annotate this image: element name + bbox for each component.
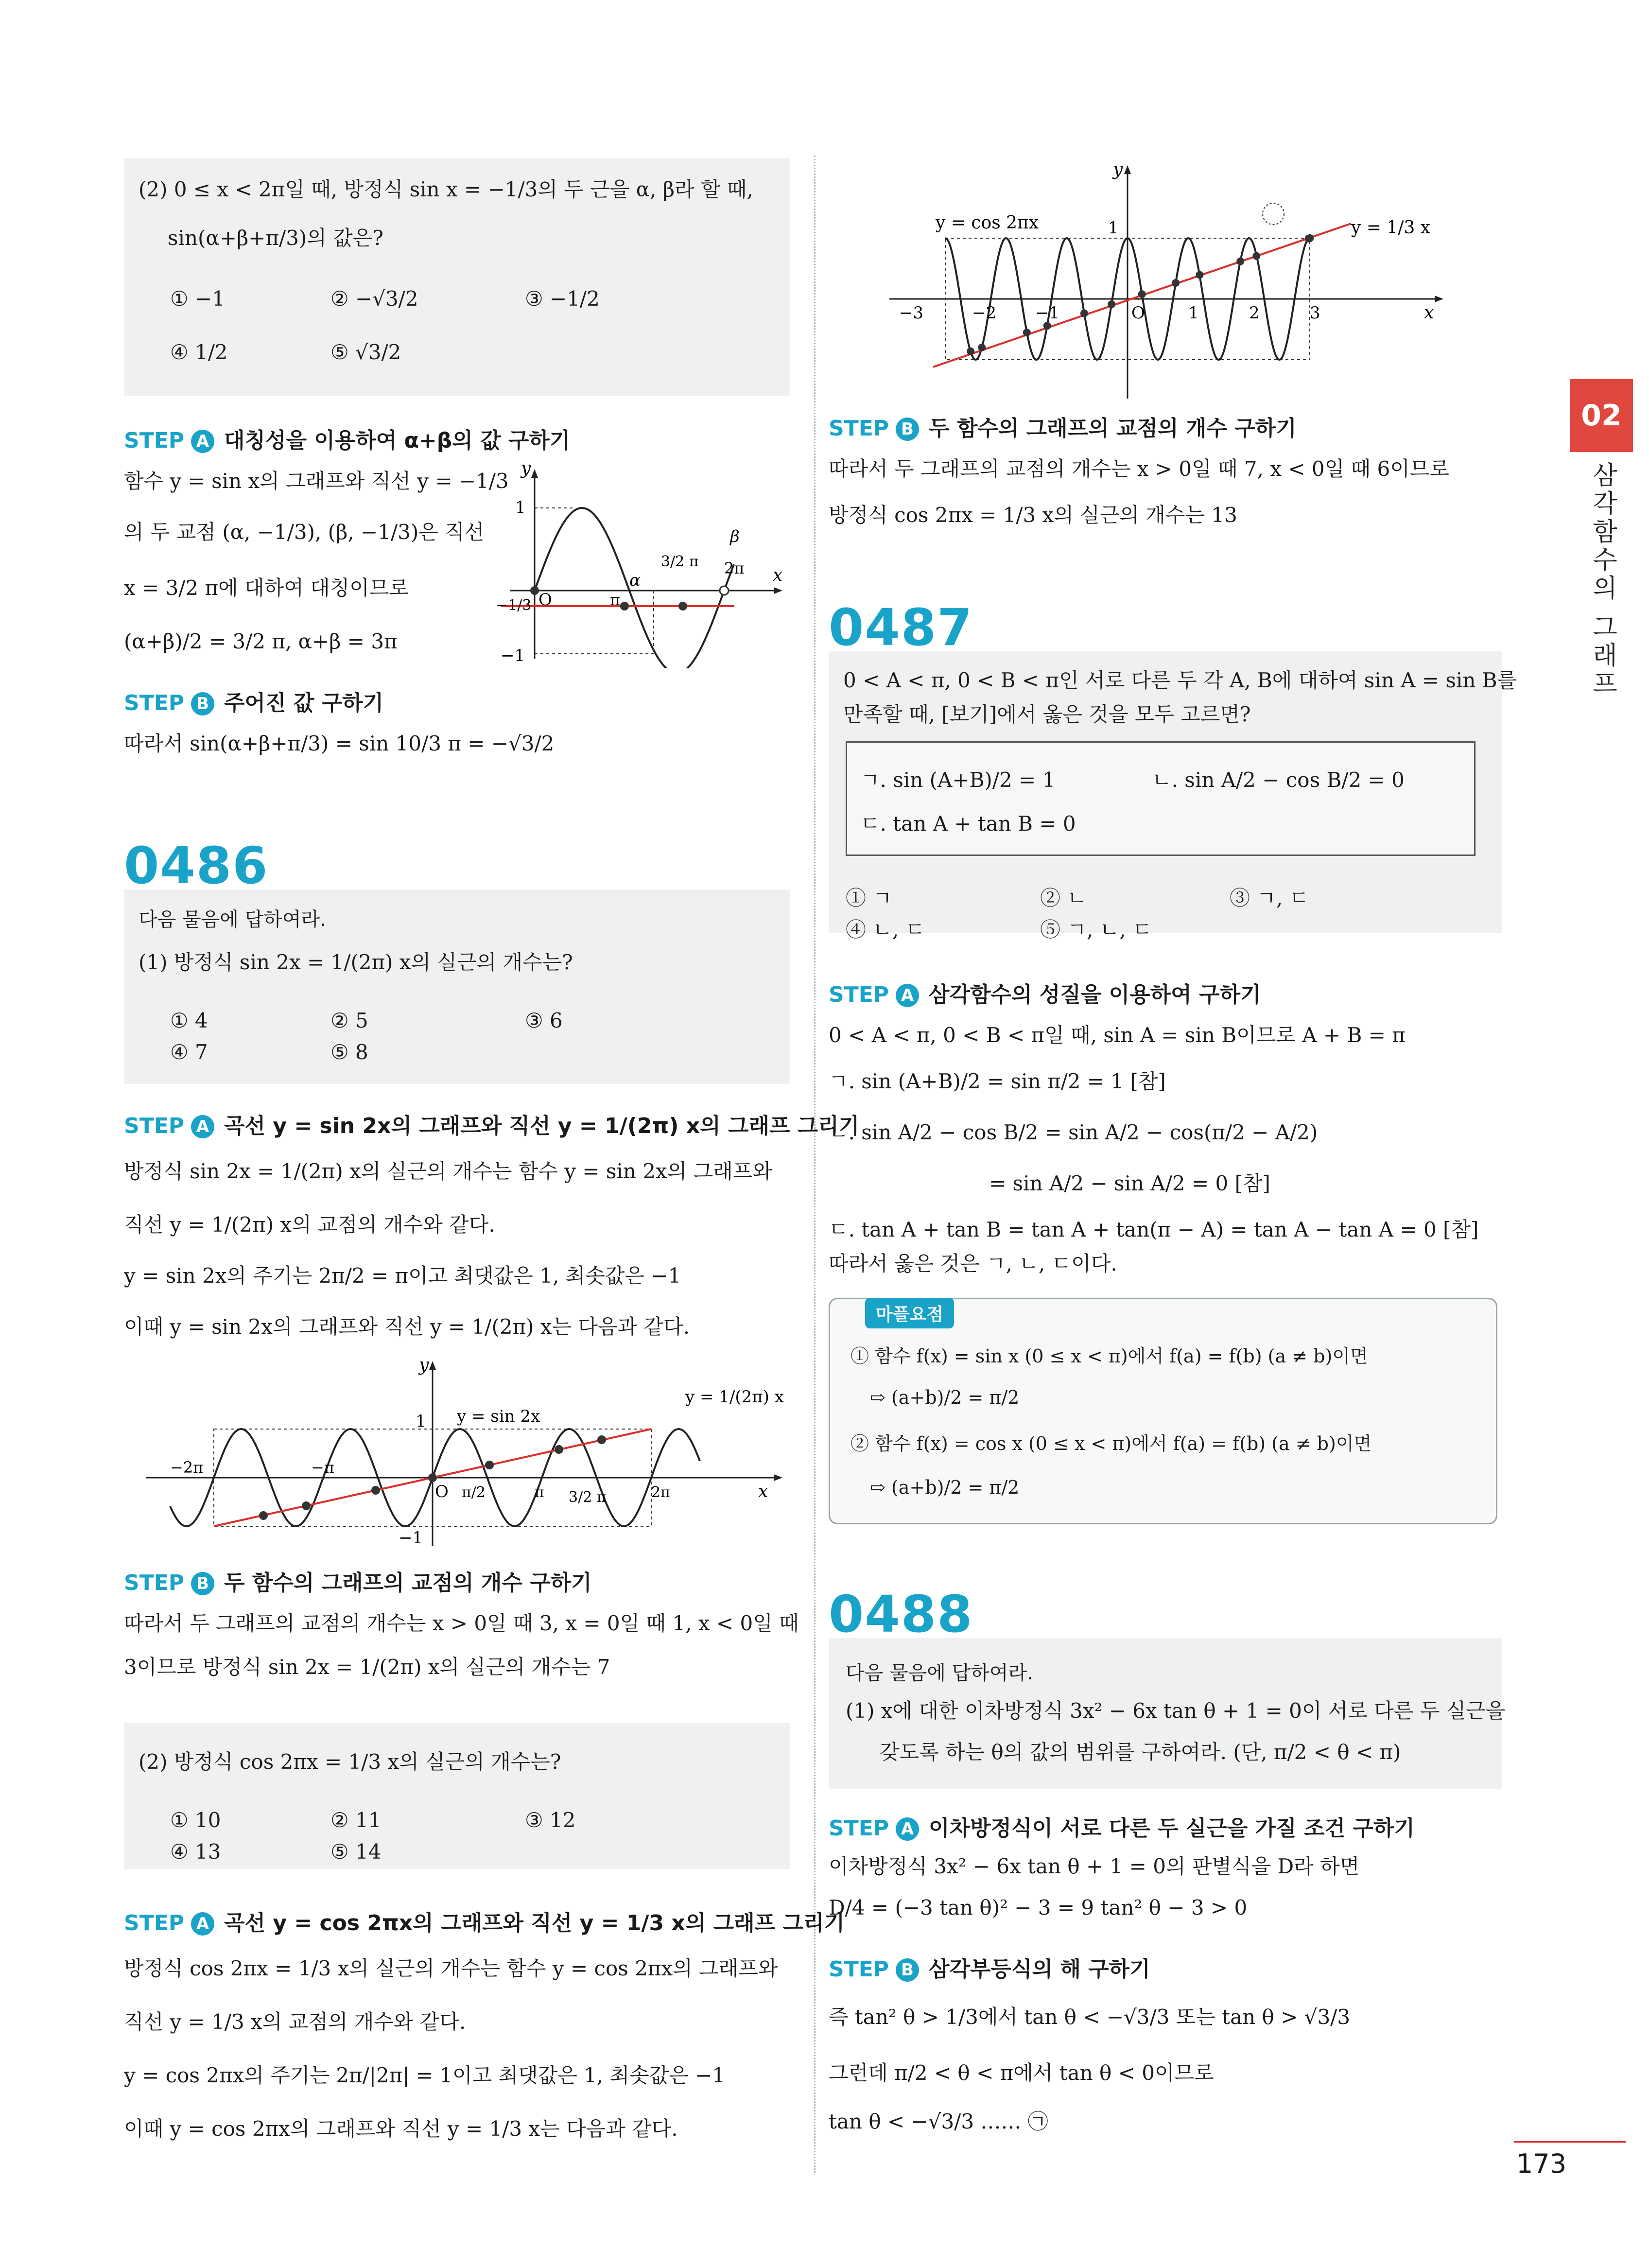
option: ③ 12	[525, 1808, 576, 1832]
option: ④ 1/2	[170, 340, 228, 364]
tick-label: 3/2 π	[661, 553, 699, 570]
question-text: 갖도록 하는 θ의 값의 범위를 구하여라. (단, π/2 < θ < π)	[880, 1740, 1401, 1764]
tick-label: 1	[1188, 303, 1199, 323]
solution-line: 따라서 옳은 것은 ㄱ, ㄴ, ㄷ이다.	[829, 1252, 1117, 1275]
option: ③ 6	[525, 1009, 563, 1032]
solution-line: 그런데 π/2 < θ < π에서 tan θ < 0이므로	[829, 2061, 1214, 2085]
tick-label: 1	[416, 1412, 426, 1431]
tick-label: π	[610, 591, 621, 609]
tick-label: π	[535, 1484, 544, 1501]
tip-line: ① 함수 f(x) = sin x (0 ≤ x < π)에서 f(a) = f(b) (a ≠ b)이면	[851, 1345, 1368, 1367]
tick-label: 3	[1310, 303, 1320, 323]
solution-line: 함수 y = sin x의 그래프와 직선 y = −1/3	[124, 469, 509, 493]
graph-cos-2pi-x	[826, 160, 1477, 408]
tick-label: 2π	[651, 1484, 670, 1501]
problem-number: 0487	[829, 598, 973, 657]
option: ③ −1/2	[525, 287, 600, 311]
question-text: (2) 0 ≤ x < 2π일 때, 방정식 sin x = −1/3의 두 근을 α, β라 할 때,	[139, 177, 753, 201]
step-heading: STEP A 삼각함수의 성질을 이용하여 구하기	[829, 982, 1261, 1007]
bogi-item: ㄱ. sin (A+B)/2 = 1	[860, 768, 1056, 792]
intersection-point	[1196, 271, 1203, 279]
solution-line: ㄱ. sin (A+B)/2 = sin π/2 = 1 [참]	[829, 1069, 1166, 1093]
solution-line: 방정식 cos 2πx = 1/3 x의 실근의 개수는 13	[829, 503, 1237, 527]
option: ② 5	[330, 1009, 368, 1032]
axis-label-y: y	[419, 1356, 429, 1375]
solution-line: ㄷ. tan A + tan B = tan A + tan(π − A) = tan A − tan A = 0 [참]	[829, 1218, 1479, 1241]
option: ② ㄴ	[1040, 886, 1087, 910]
tick-label: 1	[1108, 218, 1119, 238]
solution-line: 이때 y = sin 2x의 그래프와 직선 y = 1/(2π) x는 다음과 같다.	[124, 1315, 690, 1339]
solution-line: 방정식 sin 2x = 1/(2π) x의 실근의 개수는 함수 y = sin 2x의 그래프와	[124, 1159, 772, 1183]
problem-number: 0488	[829, 1585, 973, 1644]
step-heading: STEP A 곡선 y = cos 2πx의 그래프와 직선 y = 1/3 x의 그래프 그리기	[124, 1911, 845, 1936]
tick-label: 1	[515, 498, 526, 517]
option: ④ 13	[170, 1840, 221, 1864]
tick-label: −π	[311, 1458, 334, 1477]
bogi-item: ㄷ. tan A + tan B = 0	[860, 812, 1076, 836]
question-box-0486-2	[124, 1723, 790, 1869]
option: ① ㄱ	[846, 886, 892, 910]
question-text: sin(α+β+π/3)의 값은?	[168, 226, 383, 250]
origin-label: O	[1131, 303, 1145, 323]
intersection-point	[978, 344, 986, 351]
origin-label: O	[538, 590, 552, 610]
option: ① 10	[170, 1808, 221, 1832]
solution-line: 이차방정식 3x² − 6x tan θ + 1 = 0의 판별식을 D라 하면	[829, 1854, 1360, 1878]
curve-label: y = cos 2πx	[936, 213, 1039, 233]
option: ④ ㄴ, ㄷ	[846, 918, 925, 942]
tick-label: −3	[899, 303, 924, 323]
option: ⑤ ㄱ, ㄴ, ㄷ	[1040, 918, 1152, 942]
chapter-title: 삼각함수의 그래프	[1588, 462, 1617, 698]
intersection-point	[1108, 300, 1115, 308]
solution-line: 따라서 두 그래프의 교점의 개수는 x > 0일 때 7, x < 0일 때 6이므로	[829, 457, 1449, 481]
page-number: 173	[1516, 2148, 1567, 2179]
origin-label: O	[435, 1482, 449, 1501]
solution-line: 0 < A < π, 0 < B < π일 때, sin A = sin B이므로 A + B = π	[829, 1023, 1406, 1047]
tip-line: ⇨ (a+b)/2 = π/2	[870, 1387, 1020, 1408]
point-label: β	[730, 527, 740, 546]
option: ② 11	[330, 1808, 382, 1832]
option: ⑤ 14	[330, 1840, 382, 1864]
page-number-rule	[1514, 2141, 1626, 2143]
solution-line: 따라서 두 그래프의 교점의 개수는 x > 0일 때 3, x = 0일 때 1, x < 0일 때	[124, 1611, 799, 1635]
step-heading: STEP B 주어진 값 구하기	[124, 691, 384, 715]
solution-line: 이때 y = cos 2πx의 그래프와 직선 y = 1/3 x는 다음과 같다.	[124, 2117, 678, 2141]
tip-label: 마플요점	[865, 1298, 954, 1328]
question-intro: 다음 물음에 답하여라.	[139, 908, 326, 931]
option: ③ ㄱ, ㄷ	[1230, 886, 1309, 910]
solution-line: 직선 y = 1/(2π) x의 교점의 개수와 같다.	[124, 1213, 495, 1237]
solution-line: 의 두 교점 (α, −1/3), (β, −1/3)은 직선	[124, 520, 485, 544]
question-intro: 다음 물음에 답하여라.	[846, 1662, 1033, 1684]
question-text: (2) 방정식 cos 2πx = 1/3 x의 실근의 개수는?	[139, 1750, 561, 1774]
solution-line: (α+β)/2 = 3/2 π, α+β = 3π	[124, 629, 398, 653]
tick-label: π/2	[462, 1484, 486, 1501]
intersection-point	[1172, 279, 1180, 287]
solution-line: x = 3/2 π에 대하여 대칭이므로	[124, 576, 409, 600]
graph-sin-x	[481, 464, 792, 668]
tick-label: −1	[501, 646, 525, 665]
axis-label-y: y	[521, 464, 531, 478]
problem-number: 0486	[124, 836, 269, 895]
option: ① −1	[170, 287, 225, 311]
line-label: y = 1/3 x	[1351, 218, 1431, 238]
tick-label: −2	[972, 303, 997, 323]
axis-label-x: x	[1424, 303, 1434, 323]
solution-line: 즉 tan² θ > 1/3에서 tan θ < −√3/3 또는 tan θ > √3/3	[829, 2005, 1351, 2029]
step-heading: STEP A 곡선 y = sin 2x의 그래프와 직선 y = 1/(2π) x의 그래프 그리기	[124, 1114, 860, 1138]
intersection-point	[1252, 252, 1260, 260]
step-heading: STEP A 이차방정식이 서로 다른 두 실근을 가질 조건 구하기	[829, 1816, 1415, 1841]
solution-line: 방정식 cos 2πx = 1/3 x의 실근의 개수는 함수 y = cos 2πx의 그래프와	[124, 1956, 778, 1980]
step-heading: STEP B 삼각부등식의 해 구하기	[829, 1957, 1150, 1982]
curve-label: y = sin 2x	[457, 1407, 540, 1426]
question-text: 0 < A < π, 0 < B < π인 서로 다른 두 각 A, B에 대하여 sin A = sin B를	[843, 668, 1517, 692]
bogi-box	[846, 741, 1475, 856]
step-heading: STEP A 대칭성을 이용하여 α+β의 값 구하기	[124, 428, 571, 453]
solution-line: = sin A/2 − sin A/2 = 0 [참]	[989, 1171, 1270, 1195]
solution-line: y = sin 2x의 주기는 2π/2 = π이고 최댓값은 1, 최솟값은 −1	[124, 1264, 681, 1288]
intersection-point	[1306, 234, 1314, 242]
question-text: (1) x에 대한 이차방정식 3x² − 6x tan θ + 1 = 0이 서로 다른 두 실근을	[846, 1699, 1506, 1723]
question-text: 만족할 때, [보기]에서 옳은 것을 모두 고르면?	[843, 702, 1251, 726]
column-divider	[814, 156, 816, 2173]
intersection-point	[1138, 290, 1146, 298]
tick-label: 2	[1249, 303, 1260, 323]
question-text: (1) 방정식 sin 2x = 1/(2π) x의 실근의 개수는?	[139, 950, 573, 974]
graph-sin-2x	[141, 1356, 792, 1551]
intersection-point	[1080, 310, 1088, 317]
tip-line: ⇨ (a+b)/2 = π/2	[870, 1477, 1020, 1498]
tick-label: −2π	[170, 1458, 204, 1477]
tick-label: 3/2 π	[569, 1489, 607, 1506]
step-heading: STEP B 두 함수의 그래프의 교점의 개수 구하기	[124, 1570, 592, 1595]
axis-label-x: x	[773, 565, 783, 585]
bogi-item: ㄴ. sin A/2 − cos B/2 = 0	[1152, 768, 1405, 792]
option: ① 4	[170, 1009, 208, 1032]
tick-label: 2π	[724, 559, 745, 577]
option: ⑤ 8	[330, 1040, 368, 1064]
point-label: α	[629, 571, 641, 590]
tick-label: −1/3	[496, 597, 532, 614]
axis-label-x: x	[758, 1482, 768, 1501]
tick-label: −1	[399, 1528, 423, 1548]
solution-line: D/4 = (−3 tan θ)² − 3 = 9 tan² θ − 3 > 0	[829, 1896, 1248, 1919]
option: ⑤ √3/2	[330, 340, 401, 364]
axis-label-y: y	[1113, 160, 1123, 179]
solution-line: 따라서 sin(α+β+π/3) = sin 10/3 π = −√3/2	[124, 732, 555, 755]
tip-line: ② 함수 f(x) = cos x (0 ≤ x < π)에서 f(a) = f(b) (a ≠ b)이면	[851, 1433, 1372, 1454]
solution-line: tan θ < −√3/3 …… ㉠	[829, 2110, 1048, 2133]
tick-label: −1	[1035, 303, 1060, 323]
solution-line: 3이므로 방정식 sin 2x = 1/(2π) x의 실근의 개수는 7	[124, 1655, 610, 1679]
intersection-point	[1043, 322, 1051, 330]
step-heading: STEP B 두 함수의 그래프의 교점의 개수 구하기	[829, 416, 1297, 441]
intersection-point	[967, 348, 974, 355]
option: ④ 7	[170, 1040, 208, 1064]
option: ② −√3/2	[330, 287, 418, 311]
solution-line: y = cos 2πx의 주기는 2π/|2π| = 1이고 최댓값은 1, 최솟값은 −1	[124, 2063, 726, 2087]
intersection-point	[1023, 329, 1031, 336]
solution-line: ㄴ. sin A/2 − cos B/2 = sin A/2 − cos(π/2 − A/2)	[829, 1120, 1318, 1144]
chapter-tab: 02	[1570, 379, 1633, 452]
line-label: y = 1/(2π) x	[685, 1387, 784, 1407]
intersection-point	[1236, 258, 1244, 265]
solution-line: 직선 y = 1/3 x의 교점의 개수와 같다.	[124, 2010, 466, 2034]
